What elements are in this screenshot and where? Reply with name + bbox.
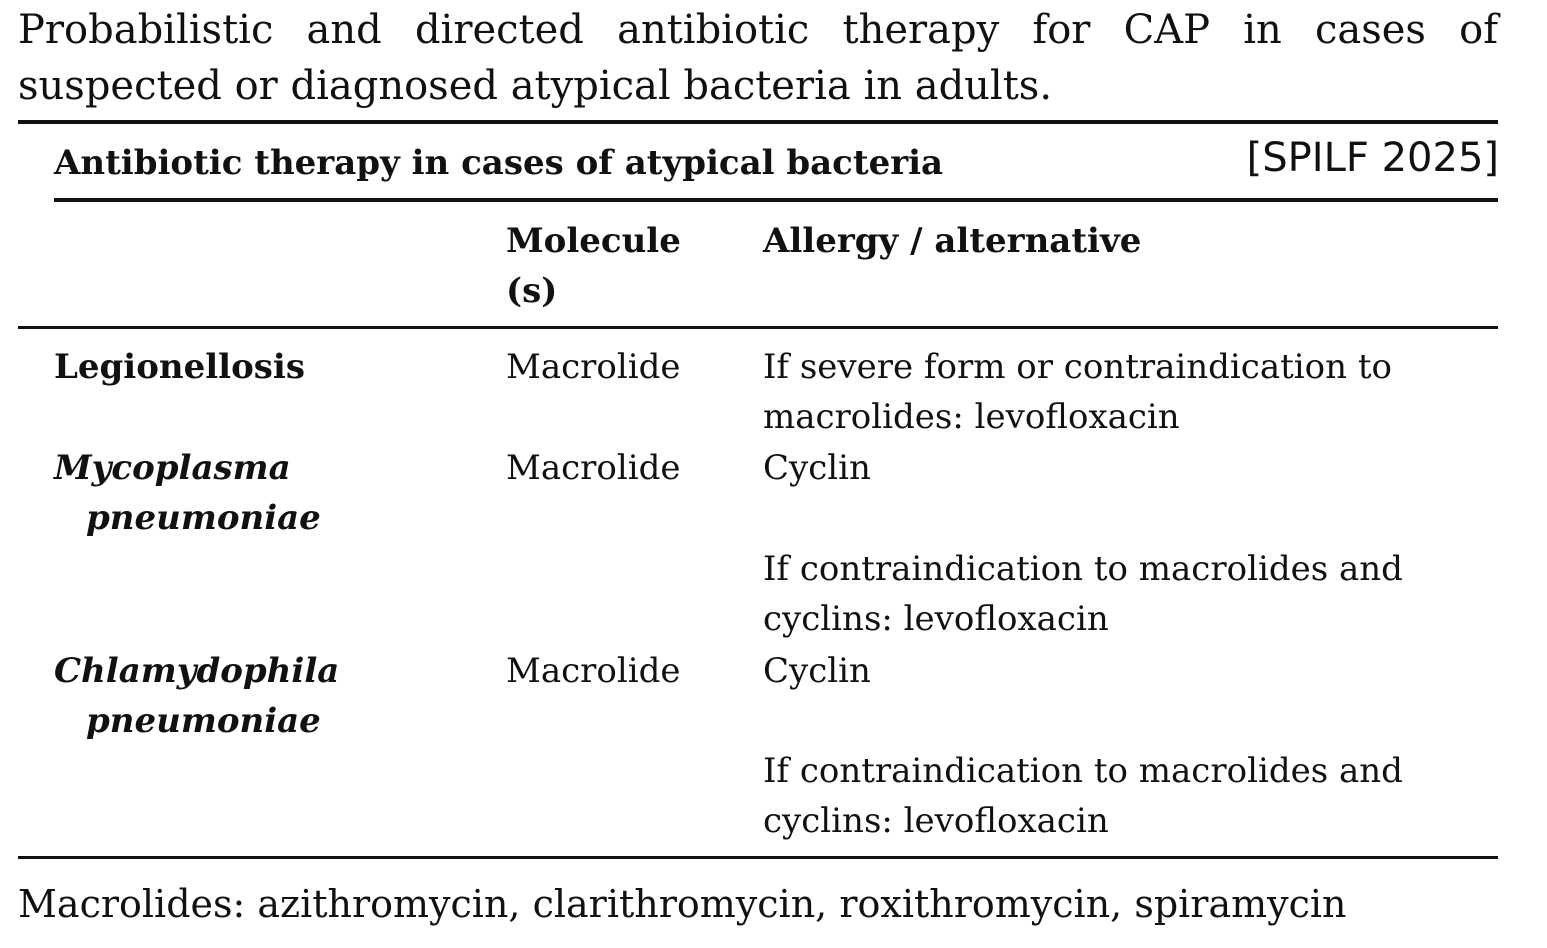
table-row-molecule: Macrolide [506, 651, 681, 691]
table-row-alternative: If severe form or contraindication to macrolides: levofloxacin [763, 347, 1392, 437]
table-footnote: Macrolides: azithromycin, clarithromycin, roxithromycin, spiramycin [18, 882, 1347, 926]
header-alternative: Allergy / alternative [763, 221, 1142, 261]
table-row-alternative-extra: If contraindication to macrolides and cyclins: levofloxacin [763, 751, 1403, 841]
table-title: Antibiotic therapy in cases of atypical bacteria [54, 143, 944, 183]
table-row-molecule: Macrolide [506, 347, 681, 387]
table-row-organism [54, 443, 474, 543]
table-caption: Probabilistic and directed antibiotic therapy for CAP in cases of suspected or diagnosed atypical bacteria in adults. [18, 7, 1498, 109]
header-rule [18, 326, 1498, 329]
table-row-alternative-extra: If contraindication to macrolides and cyclins: levofloxacin [763, 549, 1403, 639]
organism-genus: Mycoplasma [54, 448, 291, 488]
table-row-alternative: Cyclin [763, 448, 871, 488]
organism-species: pneumoniae [86, 498, 321, 538]
organism-name: Legionellosis [54, 347, 305, 387]
table-row-organism [54, 646, 474, 746]
source-reference: [SPILF 2025] [1246, 135, 1499, 181]
organism-species: pneumoniae [86, 701, 321, 741]
top-rule [18, 120, 1498, 124]
header-molecule-line1: Molecule [506, 221, 681, 261]
table-row-organism [54, 342, 474, 392]
table-row-molecule: Macrolide [506, 448, 681, 488]
table-row-alternative: Cyclin [763, 651, 871, 691]
organism-genus: Chlamydophila [54, 651, 340, 691]
header-molecule [506, 216, 736, 316]
title-rule [54, 198, 1498, 202]
header-molecule-line2: (s) [506, 271, 558, 311]
bottom-rule [18, 856, 1498, 859]
